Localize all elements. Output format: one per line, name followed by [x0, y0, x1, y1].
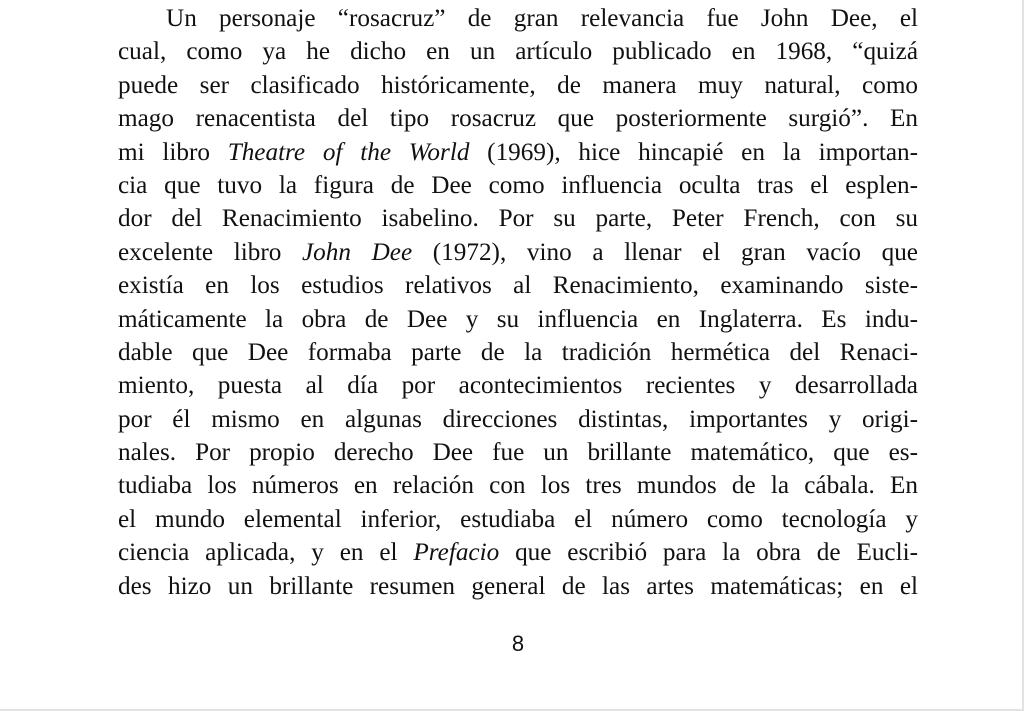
text-segment: mago renacentista del tipo rosacruz que posteriormente surgió”. En [118, 105, 918, 133]
text-segment: (1969), hice hincapié en la importan- [469, 138, 918, 166]
text-line [118, 69, 918, 102]
text-segment: dor del Renacimiento isabelino. Por su parte, Peter French, con su [118, 205, 918, 233]
text-line [118, 2, 918, 35]
text-line [118, 570, 918, 603]
text-segment: nales. Por propio derecho Dee fue un brillante matemático, que es- [118, 439, 918, 467]
text-line [118, 403, 918, 436]
text-line [118, 236, 918, 269]
text-segment: des hizo un brillante resumen general de las artes matemáticas; en el [118, 572, 918, 600]
text-segment: máticamente la obra de Dee y su influencia en Inglaterra. Es indu- [118, 305, 918, 333]
text-segment: cia que tuvo la figura de Dee como influencia oculta tras el esplen- [118, 171, 918, 199]
text-segment: excelente libro [118, 238, 302, 266]
text-line [118, 169, 918, 202]
text-segment: ciencia aplicada, y en el [118, 539, 414, 567]
text-segment: existía en los estudios relativos al Renacimiento, examinando siste- [118, 272, 918, 300]
text-segment: dable que Dee formaba parte de la tradición hermética del Renaci- [118, 338, 918, 366]
text-line [118, 303, 918, 336]
italic-title: John Dee [301, 238, 413, 266]
text-line [118, 35, 918, 68]
text-segment: que escribió para la obra de Eucli- [499, 539, 918, 567]
text-segment: miento, puesta al día por acontecimientos recientes y desarrollada [118, 372, 918, 400]
text-line [118, 536, 918, 569]
italic-title: Theatre of the World [227, 138, 470, 166]
text-segment: tudiaba los números en relación con los tres mundos de la cábala. En [118, 472, 918, 500]
italic-title: Prefacio [413, 539, 500, 567]
text-line [118, 136, 918, 169]
text-line [118, 503, 918, 536]
text-line [118, 202, 918, 235]
text-segment: cual, como ya he dicho en un artículo publicado en 1968, “quizá [118, 38, 918, 66]
text-segment: puede ser clasificado históricamente, de manera muy natural, como [118, 71, 918, 99]
page-number: 8 [511, 631, 525, 656]
body-paragraph [118, 2, 918, 603]
text-segment: el mundo elemental inferior, estudiaba el número como tecnología y [118, 505, 918, 533]
text-line [118, 469, 918, 502]
text-segment: Un personaje “rosacruz” de gran relevancia fue John Dee, el [166, 5, 918, 32]
text-segment: por él mismo en algunas direcciones distintas, importantes y origi- [118, 405, 918, 433]
text-line [118, 336, 918, 369]
text-line [118, 436, 918, 469]
text-segment: mi libro [118, 138, 228, 166]
text-line [118, 102, 918, 135]
text-line [118, 369, 918, 402]
text-segment: (1972), vino a llenar el gran vacío que [412, 238, 918, 266]
text-line [118, 269, 918, 302]
